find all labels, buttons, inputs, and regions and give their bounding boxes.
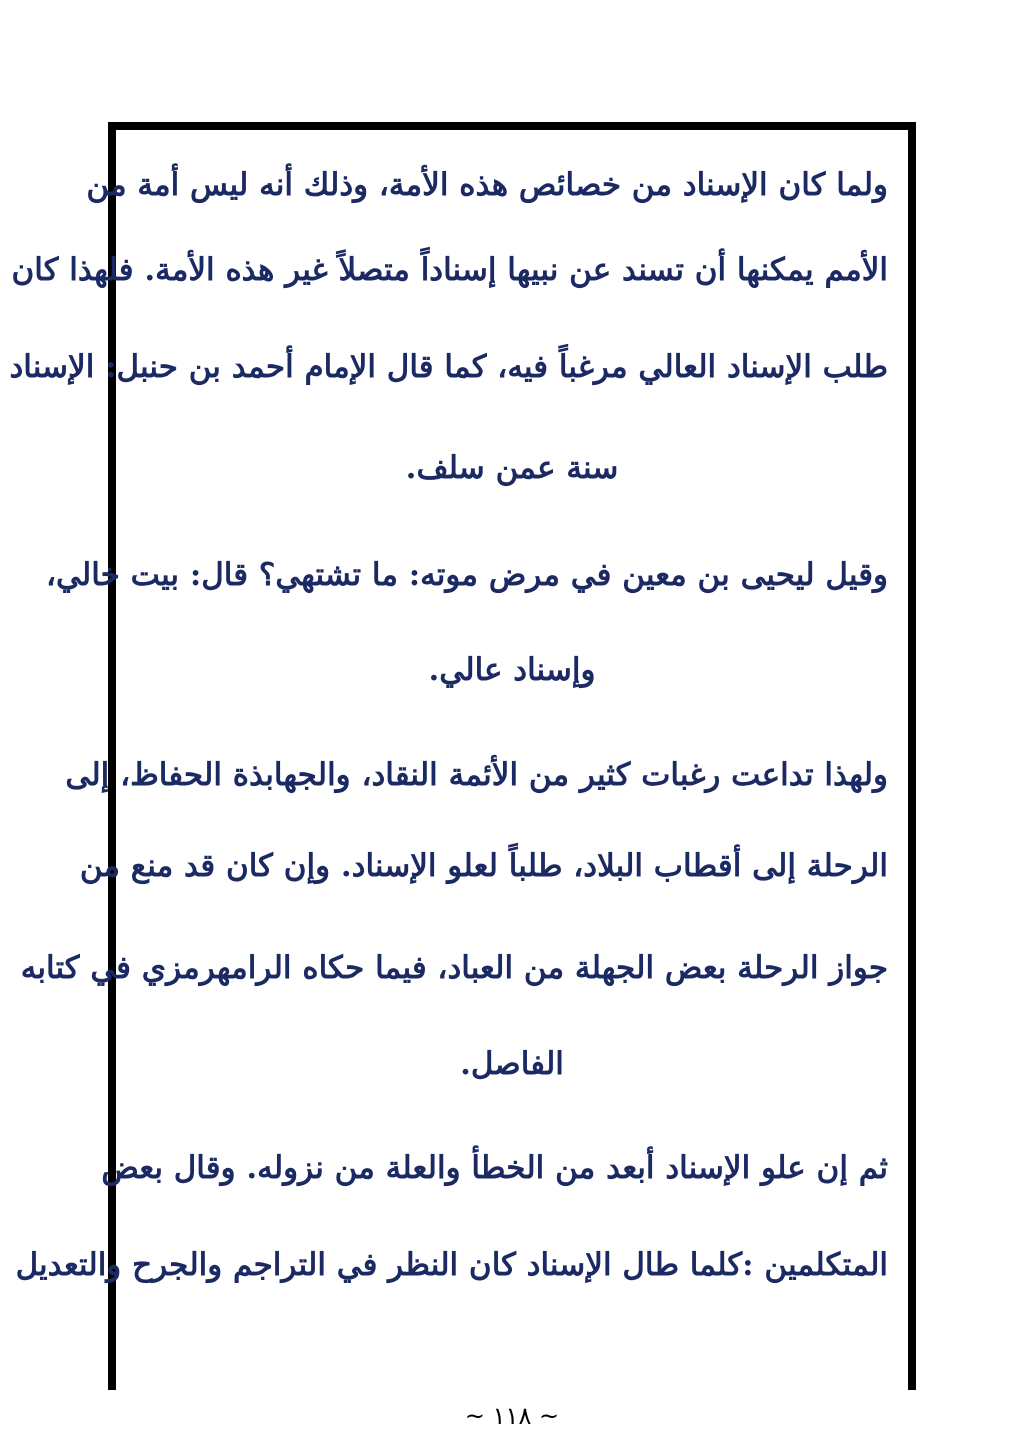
page-number: ~ ١١٨ ~ [464,1402,560,1430]
text-line: سنة عمن سلف. [405,450,619,486]
text-line: طلب الإسناد العالي مرغباً فيه، كما قال الإمام أحمد بن حنبل: الإسناد [9,349,888,385]
text-line: ثم إن علو الإسناد أبعد من الخطأ والعلة من نزوله. وقال بعض [101,1150,888,1186]
text-line: الفاصل. [460,1046,564,1082]
text-line: الأمم يمكنها أن تسند عن نبيها إسناداً متصلاً غير هذه الأمة. فلهذا كان [11,252,888,288]
text-line: الرحلة إلى أقطاب البلاد، طلباً لعلو الإسناد. وإن كان قد منع من [79,848,888,884]
text-line: وإسناد عالي. [428,652,596,688]
text-line: جواز الرحلة بعض الجهلة من العباد، فيما حكاه الرامهرمزي في كتابه [20,950,888,986]
text-line: وقيل ليحيى بن معين في مرض موته: ما تشتهي؟ قال: بيت خالي، [45,557,888,593]
text-line: المتكلمين :كلما طال الإسناد كان النظر في التراجم والجرح والتعديل [15,1247,888,1283]
text-line: ولما كان الإسناد من خصائص هذه الأمة، وذلك أنه ليس أمة من [86,167,888,203]
text-line: ولهذا تداعت رغبات كثير من الأئمة النقاد، والجهابذة الحفاظ، إلى [65,757,888,793]
